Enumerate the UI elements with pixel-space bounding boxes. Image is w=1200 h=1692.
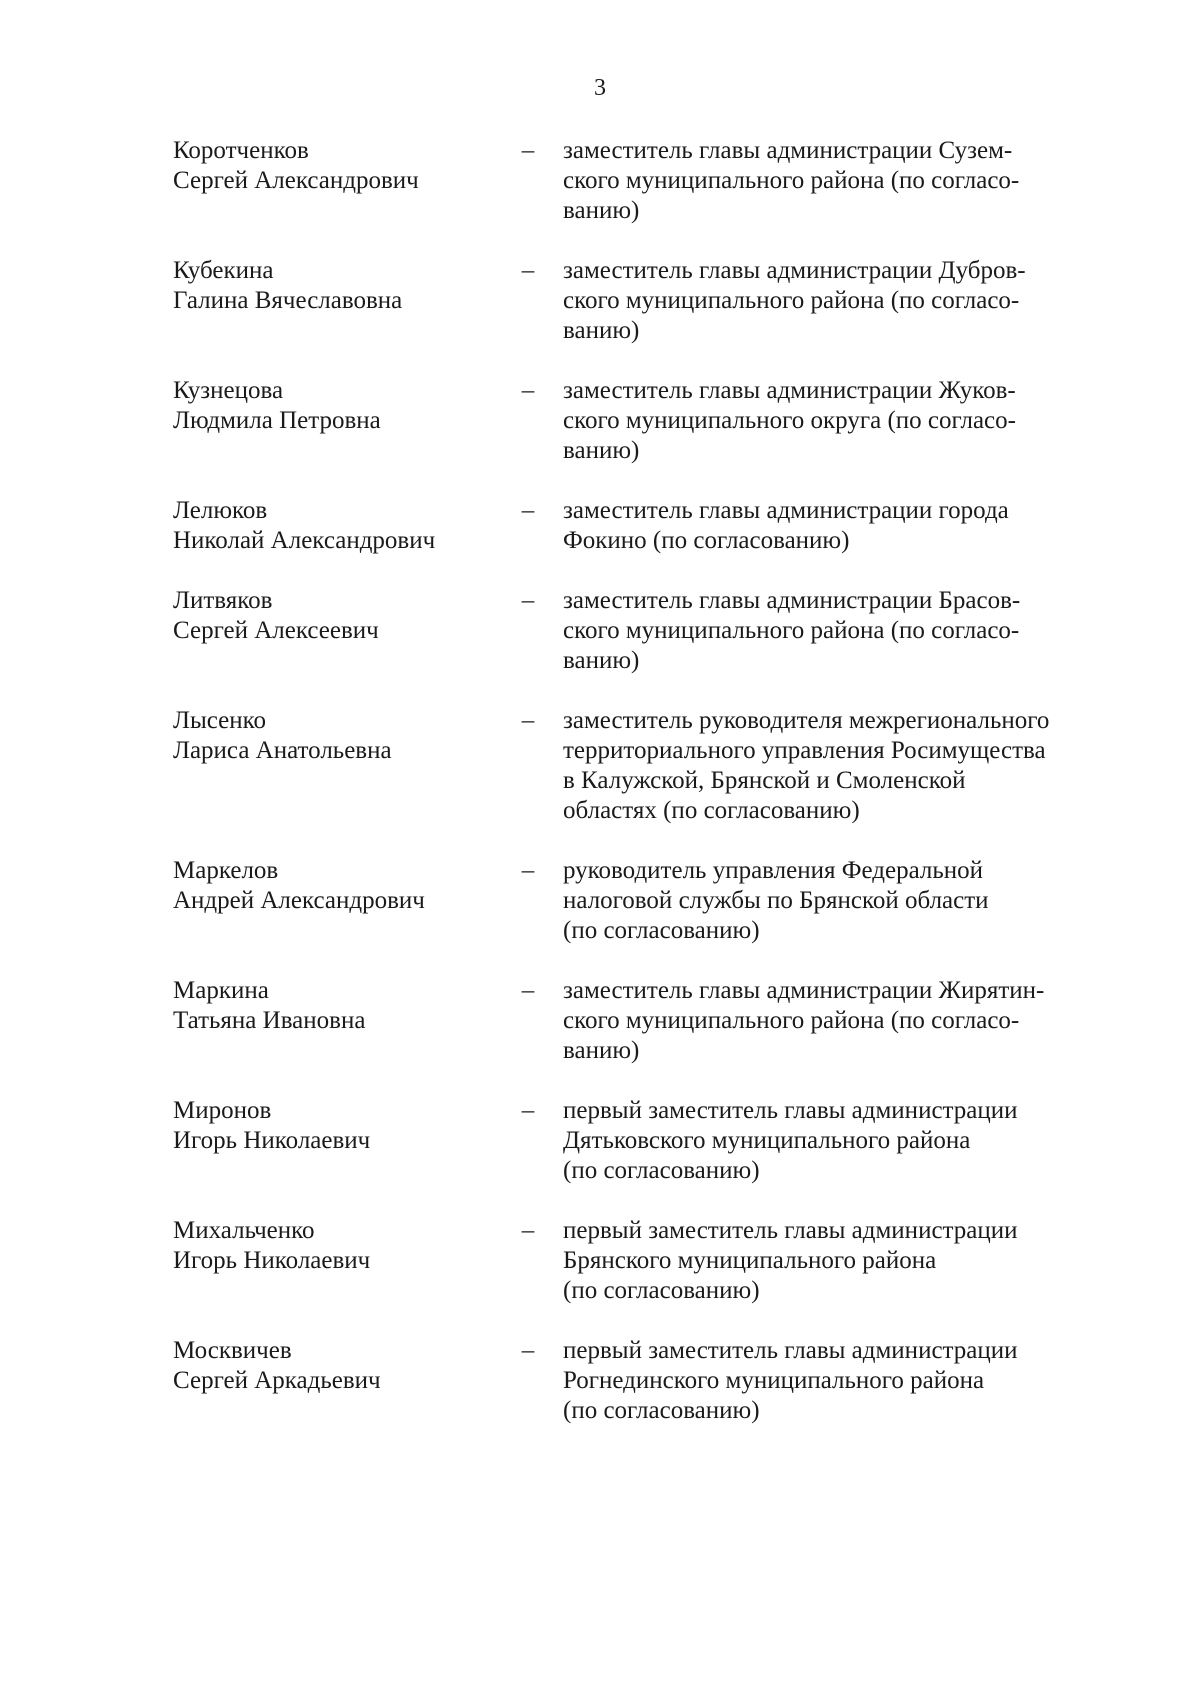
dash-separator: – — [521, 587, 535, 614]
member-position-line: заместитель главы администрации Жирятин- — [563, 977, 1045, 1004]
member-position-line: ского муниципального района (по согласо- — [563, 287, 1020, 314]
member-name — [173, 1336, 503, 1396]
member-given-name: Людмила Петровна — [173, 407, 381, 434]
member-name — [173, 586, 503, 646]
member-position — [563, 856, 1123, 946]
member-position-line: заместитель главы администрации Брасов- — [563, 587, 1021, 614]
member-name — [173, 706, 503, 766]
dash-separator: – — [521, 1217, 535, 1244]
member-position-line: Фокино (по согласованию) — [563, 527, 850, 554]
member-position-line: ванию) — [563, 647, 640, 674]
member-given-name: Галина Вячеславовна — [173, 287, 403, 314]
member-position-line: Брянского муниципального района — [563, 1247, 937, 1274]
member-position-line: первый заместитель главы администрации — [563, 1097, 1018, 1124]
member-surname: Литвяков — [173, 587, 273, 614]
member-position — [563, 706, 1123, 826]
member-given-name: Лариса Анатольевна — [173, 737, 392, 764]
member-position-line: ванию) — [563, 197, 640, 224]
member-surname: Москвичев — [173, 1337, 292, 1364]
member-name — [173, 376, 503, 436]
member-name — [173, 976, 503, 1036]
member-name — [173, 136, 503, 196]
page-number: 3 — [594, 75, 606, 101]
member-position-line: ванию) — [563, 317, 640, 344]
member-surname: Коротченков — [173, 137, 309, 164]
member-position-line: (по согласованию) — [563, 1397, 760, 1424]
dash-separator: – — [521, 497, 535, 524]
member-surname: Маркелов — [173, 857, 279, 884]
member-position — [563, 1336, 1123, 1426]
member-position — [563, 1096, 1123, 1186]
dash-separator: – — [521, 377, 535, 404]
member-surname: Миронов — [173, 1097, 272, 1124]
member-position-line: заместитель главы администрации Жуков- — [563, 377, 1016, 404]
member-position-line: территориального управления Росимущества — [563, 737, 1046, 764]
member-surname: Маркина — [173, 977, 269, 1004]
member-position-line: (по согласованию) — [563, 917, 760, 944]
member-surname: Кузнецова — [173, 377, 284, 404]
member-position — [563, 376, 1123, 466]
member-position-line: заместитель главы администрации Сузем- — [563, 137, 1013, 164]
member-position-line: руководитель управления Федеральной — [563, 857, 984, 884]
member-position-line: (по согласованию) — [563, 1157, 760, 1184]
member-position-line: ского муниципального округа (по согласо- — [563, 407, 1016, 434]
member-position-line: ванию) — [563, 437, 640, 464]
member-surname: Лысенко — [173, 707, 267, 734]
dash-separator: – — [521, 707, 535, 734]
member-surname: Лелюков — [173, 497, 268, 524]
member-position-line: (по согласованию) — [563, 1277, 760, 1304]
member-position-line: налоговой службы по Брянской области — [563, 887, 989, 914]
member-name — [173, 256, 503, 316]
member-given-name: Сергей Александрович — [173, 167, 419, 194]
dash-separator: – — [521, 137, 535, 164]
member-position-line: ванию) — [563, 1037, 640, 1064]
member-given-name: Игорь Николаевич — [173, 1127, 371, 1154]
dash-separator: – — [521, 1337, 535, 1364]
member-position-line: в Калужской, Брянской и Смоленской — [563, 767, 966, 794]
member-position — [563, 586, 1123, 676]
dash-separator: – — [521, 977, 535, 1004]
member-given-name: Игорь Николаевич — [173, 1247, 371, 1274]
member-position-line: ского муниципального района (по согласо- — [563, 1007, 1020, 1034]
dash-separator: – — [521, 257, 535, 284]
member-position — [563, 496, 1123, 556]
member-position-line: ского муниципального района (по согласо- — [563, 167, 1020, 194]
member-surname: Михальченко — [173, 1217, 315, 1244]
member-given-name: Татьяна Ивановна — [173, 1007, 366, 1034]
member-position — [563, 976, 1123, 1066]
member-position — [563, 256, 1123, 346]
member-name — [173, 1096, 503, 1156]
member-name — [173, 496, 503, 556]
member-position-line: первый заместитель главы администрации — [563, 1217, 1018, 1244]
dash-separator: – — [521, 857, 535, 884]
member-given-name: Николай Александрович — [173, 527, 436, 554]
member-position — [563, 1216, 1123, 1306]
member-given-name: Андрей Александрович — [173, 887, 425, 914]
member-position-line: Дятьковского муниципального района — [563, 1127, 971, 1154]
member-given-name: Сергей Алексеевич — [173, 617, 379, 644]
member-position-line: заместитель руководителя межрегионального — [563, 707, 1050, 734]
member-position-line: Рогнединского муниципального района — [563, 1367, 985, 1394]
member-position-line: первый заместитель главы администрации — [563, 1337, 1018, 1364]
member-position — [563, 136, 1123, 226]
member-name — [173, 856, 503, 916]
member-position-line: заместитель главы администрации Дубров- — [563, 257, 1026, 284]
member-surname: Кубекина — [173, 257, 274, 284]
member-given-name: Сергей Аркадьевич — [173, 1367, 381, 1394]
member-position-line: областях (по согласованию) — [563, 797, 860, 824]
member-position-line: ского муниципального района (по согласо- — [563, 617, 1020, 644]
dash-separator: – — [521, 1097, 535, 1124]
member-name — [173, 1216, 503, 1276]
member-position-line: заместитель главы администрации города — [563, 497, 1009, 524]
